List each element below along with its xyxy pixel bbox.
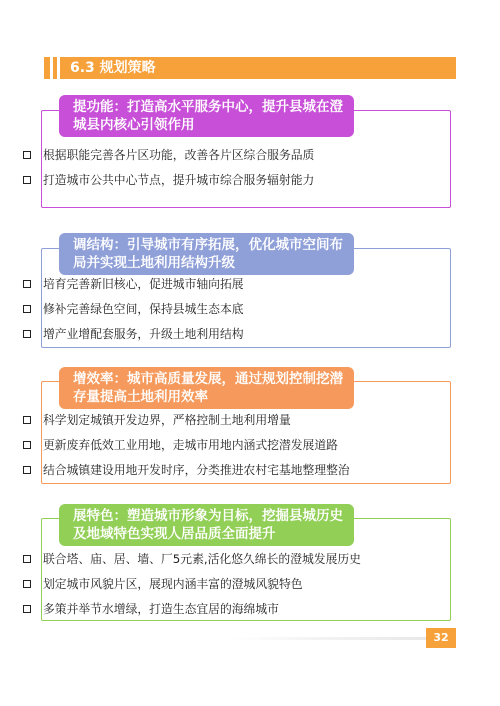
card-title-function: 提功能：打造高水平服务中心，提升县城在澄城县内核心引领作用 — [59, 95, 354, 137]
card-items-character — [23, 547, 494, 622]
list-item: 结合城镇建设用地开发时序，分类推进农村宅基地整理整治 — [23, 458, 494, 483]
checkbox-icon — [23, 305, 31, 313]
page-number: 32 — [426, 628, 456, 648]
section-title: 6.3 规划策略 — [70, 60, 156, 76]
card-items-function — [23, 143, 494, 193]
checkbox-icon — [23, 580, 31, 588]
list-item: 划定城市风貌片区，展现内涵丰富的澄城风貌特色 — [23, 572, 494, 597]
section-header — [44, 57, 456, 79]
card-title-structure: 调结构：引导城市有序拓展，优化城市空间布局并实现土地利用结构升级 — [59, 233, 354, 275]
list-item: 修补完善绿色空间，保持县城生态本底 — [23, 297, 494, 322]
checkbox-icon — [23, 466, 31, 474]
checkbox-icon — [23, 280, 31, 288]
list-item: 打造城市公共中心节点，提升城市综合服务辐射能力 — [23, 168, 494, 193]
card-items-structure — [23, 272, 494, 347]
header-stripe — [50, 57, 53, 79]
card-title-character: 展特色：塑造城市形象为目标，挖掘县城历史及地域特色实现人居品质全面提升 — [59, 504, 354, 546]
checkbox-icon — [23, 555, 31, 563]
card-title-efficiency: 增效率：城市高质量发展，通过规划控制挖潜存量提高土地利用效率 — [59, 367, 354, 409]
list-item: 增产业增配套服务，升级土地利用结构 — [23, 322, 494, 347]
list-item: 联合塔、庙、居、墙、厂5元素,活化悠久绵长的澄城发展历史 — [23, 547, 494, 572]
checkbox-icon — [23, 441, 31, 449]
header-stripe — [57, 57, 60, 79]
checkbox-icon — [23, 151, 31, 159]
list-item: 根据职能完善各片区功能，改善各片区综合服务品质 — [23, 143, 494, 168]
checkbox-icon — [23, 416, 31, 424]
list-item: 科学划定城镇开发边界，严格控制土地利用增量 — [23, 408, 494, 433]
checkbox-icon — [23, 176, 31, 184]
checkbox-icon — [23, 330, 31, 338]
list-item: 多策并举节水增绿，打造生态宜居的海绵城市 — [23, 597, 494, 622]
list-item: 培育完善新旧核心，促进城市轴向拓展 — [23, 272, 494, 297]
checkbox-icon — [23, 605, 31, 613]
footer-rule — [232, 637, 426, 640]
list-item: 更新废弃低效工业用地，走城市用地内涵式挖潜发展道路 — [23, 433, 494, 458]
card-items-efficiency — [23, 408, 494, 483]
